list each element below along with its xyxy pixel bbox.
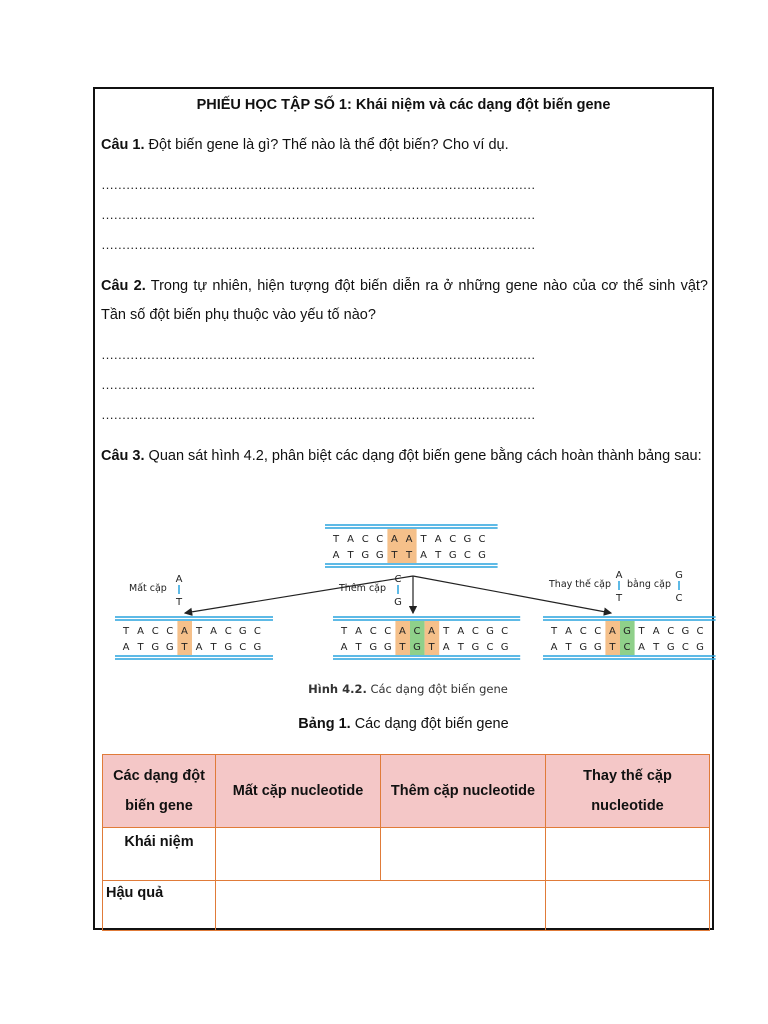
table-header: Các dạng đột biến gene [103, 755, 216, 828]
original-dna-base: C [361, 534, 369, 545]
table-caption-text: Các dạng đột biến gene [350, 716, 509, 732]
original-dna-base: T [391, 550, 398, 561]
substitution-old-pair-bottom: T [615, 593, 623, 604]
table-header: Mất cặp nucleotide [216, 755, 381, 828]
insertion-dna-base: A [340, 642, 348, 653]
insertion-dna-base: T [457, 642, 464, 653]
answer-line: …………………………………………………………………………………………… [101, 377, 536, 392]
worksheet-title: PHIẾU HỌC TẬP SỐ 1: Khái niệm và các dạng đột biến gene [196, 97, 611, 113]
original-dna-base: T [405, 550, 413, 561]
insertion-dna-base: C [384, 626, 392, 637]
deletion-dna-base: T [195, 626, 203, 637]
insertion-pair-bottom: G [394, 597, 402, 608]
substitution-label: Thay thế cặp [549, 579, 611, 590]
substitution-dna-base: G [623, 626, 631, 637]
table-caption [95, 716, 712, 732]
deletion-dna-base: T [210, 642, 217, 653]
insertion-dna-base: T [428, 642, 435, 653]
deletion-pair-bottom: T [175, 597, 183, 608]
figure-caption-label: Hình 4.2. [308, 682, 367, 696]
original-dna-base: C [478, 534, 486, 545]
answer-cell[interactable] [546, 828, 710, 881]
substitution-dna-base: T [550, 626, 558, 637]
answer-line: …………………………………………………………………………………………… [101, 207, 536, 222]
deletion-dna-base: G [224, 642, 233, 653]
insertion-dna-base: G [369, 642, 378, 653]
substitution-old-pair-top: A [615, 570, 623, 581]
answer-cell[interactable] [216, 828, 381, 881]
deletion-dna-base: T [137, 642, 144, 653]
row-label: Hậu quả [103, 881, 216, 931]
substitution-dna-base: C [681, 642, 689, 653]
insertion-label: Thêm cặp [339, 583, 387, 594]
table-row [103, 828, 710, 881]
answer-line: …………………………………………………………………………………………… [101, 237, 536, 252]
original-dna-base: G [375, 550, 384, 561]
deletion-dna-base: C [151, 626, 159, 637]
original-dna-base: T [332, 534, 340, 545]
question-3 [101, 442, 708, 471]
substitution-dna-base: T [565, 642, 572, 653]
insertion-dna-base: C [501, 626, 509, 637]
question-2 [101, 272, 708, 330]
insertion-dna-base: G [486, 626, 494, 637]
deletion-pair-top: A [175, 574, 183, 585]
original-dna-base: T [347, 550, 354, 561]
original-dna-base: A [405, 534, 413, 545]
figure-caption-text: Các dạng đột biến gene [366, 682, 508, 696]
deletion-dna-base: A [122, 642, 130, 653]
insertion-dna-base: T [443, 626, 450, 637]
substitution-dna-base: T [609, 642, 616, 653]
substitution-dna-base: A [608, 626, 616, 637]
insertion-dna-base: T [340, 626, 348, 637]
deletion-dna-base: A [137, 626, 145, 637]
question-1 [101, 131, 708, 160]
insertion-dna-base: A [457, 626, 465, 637]
table-header: Thay thế cặp nucleotide [546, 755, 710, 828]
original-dna-base: A [420, 550, 428, 561]
substitution-dna-base: G [666, 642, 675, 653]
insertion-dna-base: G [471, 642, 480, 653]
substitution-dna-base: G [579, 642, 588, 653]
answer-cell[interactable] [381, 828, 546, 881]
substitution-dna-base: T [638, 626, 645, 637]
table-row [103, 881, 710, 931]
insertion-dna-base: A [442, 642, 450, 653]
deletion-dna-base: C [166, 626, 174, 637]
worksheet [93, 87, 714, 930]
original-dna-base: T [420, 534, 427, 545]
deletion-arrow [185, 576, 413, 613]
table-header-row [103, 755, 710, 828]
answer-line: …………………………………………………………………………………………… [101, 407, 536, 422]
original-dna-base: G [478, 550, 486, 561]
original-dna-base: G [361, 550, 370, 561]
substitution-new-pair-top: G [675, 570, 683, 581]
substitution-dna-base: A [565, 626, 573, 637]
original-dna-base: A [390, 534, 398, 545]
substitution-dna-base: C [594, 626, 602, 637]
deletion-dna-base: C [253, 626, 261, 637]
substitution-dna-base: C [696, 626, 704, 637]
table-caption-label: Bảng 1. [298, 716, 351, 732]
mutation-table [102, 754, 710, 931]
table-header: Thêm cặp nucleotide [381, 755, 546, 828]
original-dna-base: A [434, 534, 442, 545]
deletion-dna-base: T [181, 642, 188, 653]
answer-line: …………………………………………………………………………………………… [101, 177, 536, 192]
insertion-dna-base: T [399, 642, 406, 653]
original-dna-base: C [449, 534, 457, 545]
substitution-dna-base: G [681, 626, 690, 637]
insertion-dna-base: G [413, 642, 421, 653]
question-3-label: Câu 3. [101, 448, 145, 464]
substitution-dna-base: A [638, 642, 646, 653]
substitution-dna-base: G [593, 642, 602, 653]
deletion-dna-base: G [238, 626, 247, 637]
original-dna-base: C [463, 550, 471, 561]
substitution-dna-base: C [623, 642, 631, 653]
question-1-label: Câu 1. [101, 137, 145, 153]
insertion-dna-base: T [355, 642, 362, 653]
substitution-with-label: bằng cặp [627, 579, 671, 590]
question-2-label: Câu 2. [101, 278, 146, 294]
question-2-text: Trong tự nhiên, hiện tượng đột biến diễn ra ở những gene nào của cơ thể sinh vật? Tần số đột biến phụ thuộc vào yếu tố nào? [101, 278, 708, 323]
deletion-dna-base: G [165, 642, 174, 653]
insertion-dna-base: A [355, 626, 363, 637]
answer-line: …………………………………………………………………………………………… [101, 347, 536, 362]
original-dna-base: A [347, 534, 355, 545]
insertion-dna-base: C [486, 642, 494, 653]
answer-cell[interactable] [546, 881, 710, 931]
insertion-dna-base: C [471, 626, 479, 637]
deletion-dna-base: A [180, 626, 188, 637]
insertion-dna-base: C [369, 626, 377, 637]
substitution-dna-base: G [696, 642, 704, 653]
insertion-dna-base: A [398, 626, 406, 637]
substitution-dna-base: C [667, 626, 675, 637]
deletion-dna-base: A [195, 642, 203, 653]
substitution-dna-base: A [652, 626, 660, 637]
original-dna-base: A [332, 550, 340, 561]
deletion-dna-base: G [253, 642, 262, 653]
insertion-dna-base: C [413, 626, 421, 637]
deletion-dna-base: C [239, 642, 247, 653]
original-dna-base: T [435, 550, 442, 561]
answer-cell[interactable] [216, 881, 546, 931]
original-dna-base: C [376, 534, 384, 545]
original-dna-base: G [448, 550, 457, 561]
substitution-new-pair-bottom: C [675, 593, 683, 604]
row-label: Khái niệm [103, 828, 216, 881]
insertion-dna-base: A [428, 626, 436, 637]
substitution-dna-base: T [653, 642, 660, 653]
insertion-dna-base: G [500, 642, 509, 653]
question-1-text: Đột biến gene là gì? Thế nào là thể đột biến? Cho ví dụ. [144, 137, 509, 153]
deletion-dna-base: A [210, 626, 218, 637]
deletion-dna-base: T [122, 626, 130, 637]
insertion-pair-top: C [394, 574, 402, 585]
deletion-dna-base: G [151, 642, 160, 653]
substitution-dna-base: C [579, 626, 587, 637]
deletion-dna-base: C [224, 626, 232, 637]
insertion-dna-base: G [383, 642, 392, 653]
original-dna-base: G [463, 534, 472, 545]
substitution-dna-base: A [550, 642, 558, 653]
mutation-figure [113, 521, 703, 699]
figure-caption [308, 682, 508, 696]
question-3-text: Quan sát hình 4.2, phân biệt các dạng đột biến gene bằng cách hoàn thành bảng sau: [144, 448, 702, 464]
deletion-label: Mất cặp [129, 583, 167, 594]
